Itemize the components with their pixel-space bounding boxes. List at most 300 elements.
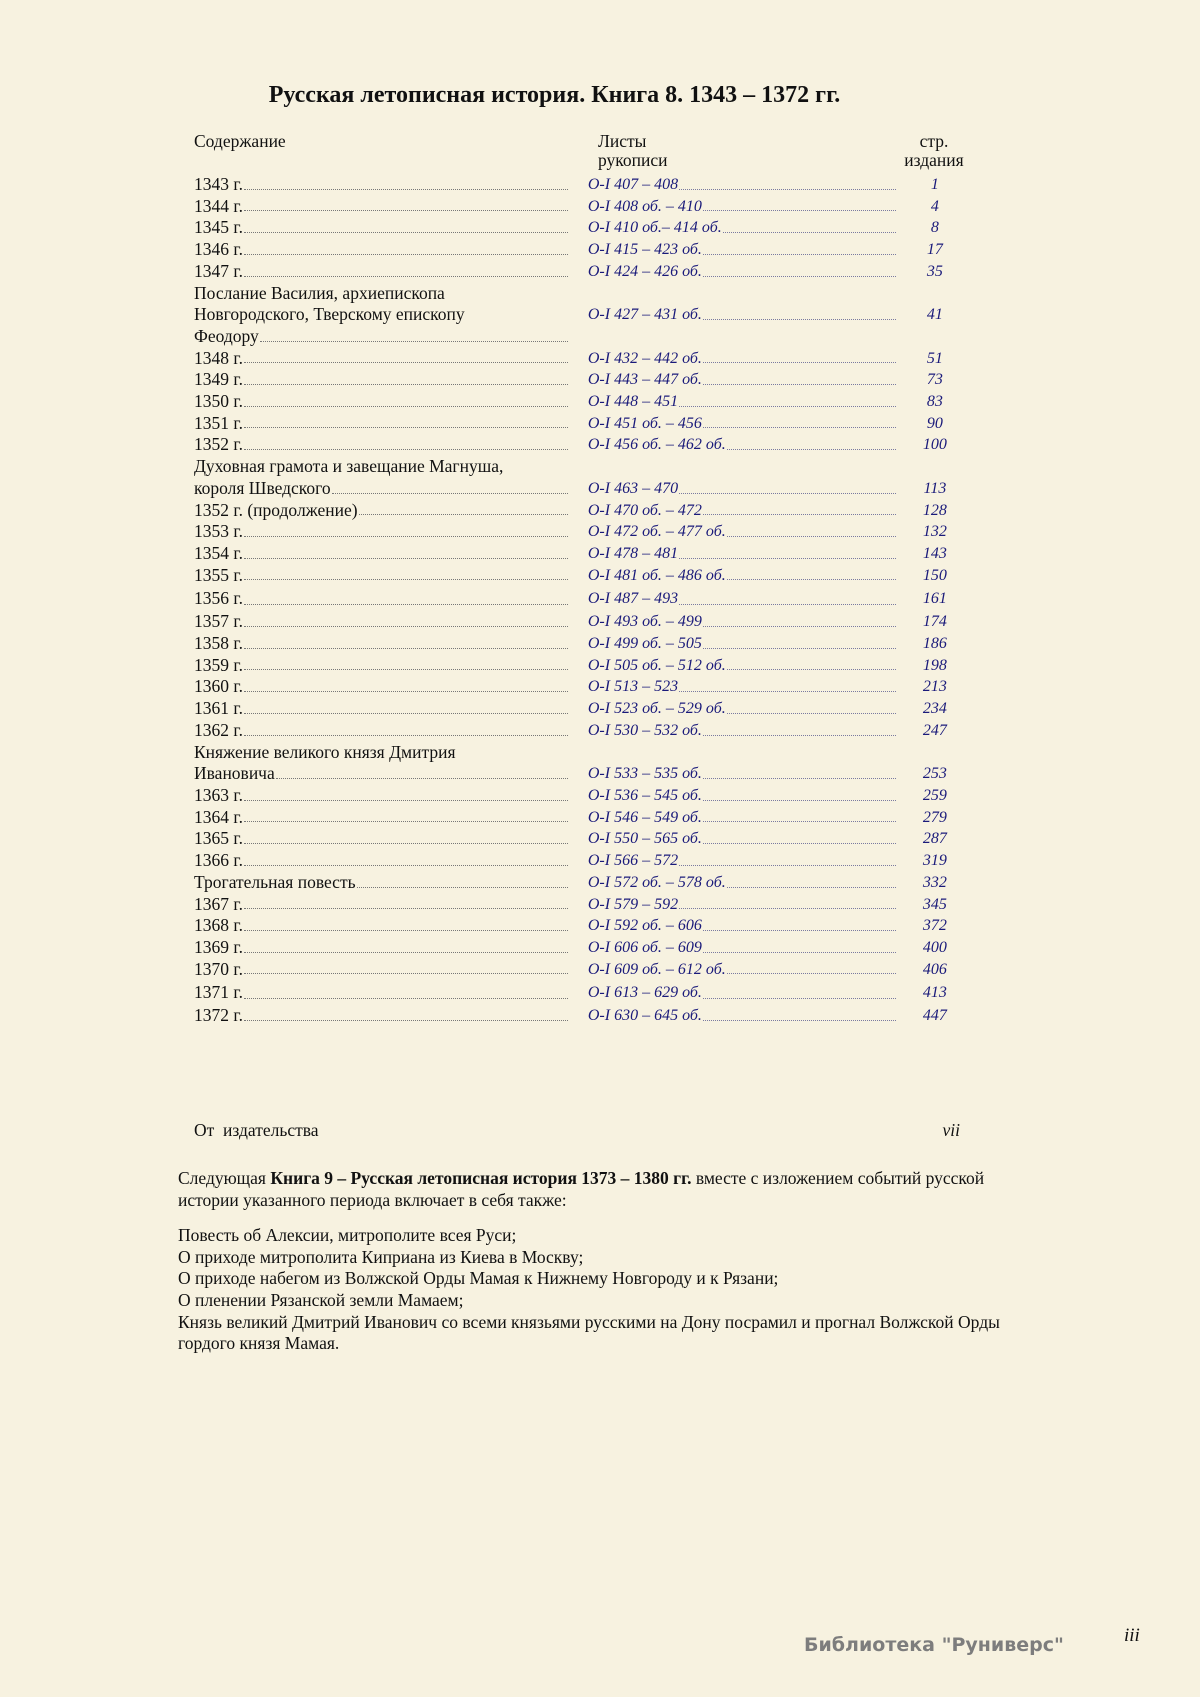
dot-leader (244, 611, 568, 627)
entry-title-line (194, 655, 568, 677)
dot-leader (727, 872, 896, 888)
folio-text: О-I 456 об. – 462 об. (587, 436, 726, 454)
entry-title-text: 1362 г. (194, 719, 243, 740)
next-book-item: Князь великий Дмитрий Иванович со всеми князьями русскими на Дону посрамил и прогнал Волжской Орды гордого князя Мамая. (178, 1311, 1000, 1354)
toc-entry[interactable] (194, 369, 970, 391)
entry-title (194, 894, 568, 916)
entry-title (194, 959, 568, 981)
dot-leader (244, 369, 568, 385)
entry-folio (588, 763, 900, 785)
dot-leader (244, 633, 568, 649)
folio-text: О-I 481 об. – 486 об. (587, 566, 726, 584)
dot-leader (244, 828, 568, 844)
entry-folio (588, 698, 900, 720)
dot-leader (703, 980, 896, 999)
entry-page: 186 (922, 635, 947, 653)
folio-text: О-I 572 об. – 578 об. (587, 873, 726, 891)
entry-title-line (194, 326, 568, 348)
dot-leader (703, 785, 896, 801)
folio-text: О-I 470 об. – 472 (587, 501, 702, 519)
entry-page: 73 (926, 371, 943, 389)
entry-title-line (194, 500, 568, 522)
toc-entry[interactable] (194, 720, 970, 742)
entry-title (194, 980, 568, 1005)
dot-leader (703, 937, 896, 953)
toc-entry[interactable] (194, 980, 970, 1005)
entry-title (194, 174, 568, 196)
entry-folio (588, 391, 900, 413)
dot-leader (276, 763, 569, 779)
entry-title-line (194, 565, 568, 587)
entry-title-line (194, 456, 568, 478)
dot-leader (703, 348, 896, 364)
toc-entry[interactable] (194, 434, 970, 456)
toc-entry[interactable] (194, 261, 970, 283)
dot-leader (723, 217, 896, 233)
dot-leader (357, 872, 569, 888)
toc-entry[interactable] (194, 196, 970, 218)
dot-leader (244, 720, 568, 736)
folio-text: О-I 407 – 408 (587, 176, 679, 193)
entry-page: 345 (922, 895, 947, 913)
entry-page: 213 (922, 678, 947, 696)
entry-title (194, 828, 568, 850)
entry-title-text: 1366 г. (194, 850, 243, 871)
entry-title-text: 1365 г. (194, 828, 243, 849)
entry-folio (588, 655, 900, 677)
toc-header (194, 132, 970, 170)
toc-entry[interactable] (194, 239, 970, 261)
entry-page: 143 (922, 544, 947, 562)
entry-folio (588, 586, 900, 611)
entry-page: 400 (922, 938, 947, 956)
entry-title-text: 1347 г. (194, 260, 243, 281)
entry-title-text: 1371 г. (194, 982, 243, 1003)
entry-title (194, 456, 568, 499)
entry-folio (588, 720, 900, 742)
entry-title-line (194, 828, 568, 850)
entry-title (194, 807, 568, 829)
entry-title-text: Духовная грамота и завещание Магнуша, (194, 456, 504, 477)
entry-page: 128 (922, 501, 947, 519)
entry-title (194, 1005, 568, 1027)
folio-text: О-I 536 – 545 об. (587, 786, 702, 804)
entry-title-line (194, 521, 568, 543)
folio-text: О-I 432 – 442 об. (587, 349, 702, 367)
entry-folio (588, 565, 900, 587)
folio-text: О-I 427 – 431 об. (587, 306, 702, 324)
toc-entry[interactable] (194, 698, 970, 720)
toc-entry[interactable] (194, 391, 970, 413)
entry-page: 198 (922, 656, 947, 674)
toc-entry[interactable] (194, 872, 970, 894)
entry-title (194, 633, 568, 655)
entry-title (194, 369, 568, 391)
entry-title-line (194, 959, 568, 981)
entry-title-line (194, 391, 568, 413)
entry-folio (588, 304, 900, 326)
dot-leader (727, 434, 896, 450)
entry-title-line (194, 217, 568, 239)
folio-text: О-I 415 – 423 об. (587, 241, 702, 259)
page-heading-line: стр. (919, 131, 949, 151)
dot-leader (679, 174, 896, 190)
entry-title (194, 217, 568, 239)
toc-entry[interactable] (194, 828, 970, 850)
entry-title-line (194, 586, 568, 611)
dot-leader (244, 894, 568, 910)
folio-text: О-I 579 – 592 (587, 895, 679, 913)
dot-leader (244, 391, 568, 407)
dot-leader (244, 543, 568, 559)
entry-title-line (194, 872, 568, 894)
dot-leader (703, 369, 896, 385)
folio-text: О-I 505 об. – 512 об. (587, 656, 726, 674)
entry-title-line (194, 937, 568, 959)
dot-leader (244, 959, 568, 975)
toc-entry[interactable] (194, 217, 970, 239)
entry-title-text: Трогательная повесть (194, 871, 356, 892)
dot-leader (359, 500, 569, 516)
folio-text: О-I 408 об. – 410 (587, 197, 702, 215)
entry-title-line (194, 196, 568, 218)
dot-leader (703, 261, 896, 277)
toc-entry[interactable] (194, 174, 970, 196)
entry-title-line (194, 413, 568, 435)
intro-text: вместе с изложением событий русской истории указанного периода включает в себя также: (178, 1168, 985, 1210)
entry-title-text: 1349 г. (194, 369, 243, 390)
entry-title-text: 1363 г. (194, 784, 243, 805)
entry-title-text: 1369 г. (194, 936, 243, 957)
folio-text: О-I 443 – 447 об. (587, 371, 702, 389)
entry-title-text: 1360 г. (194, 676, 243, 697)
dot-leader (703, 915, 896, 931)
entry-title-text: Княжение великого князя Дмитрия (194, 741, 456, 762)
toc-entry[interactable] (194, 500, 970, 522)
entry-title (194, 261, 568, 283)
entry-page: 90 (926, 414, 943, 432)
entry-page: 8 (930, 219, 939, 237)
library-watermark: Библиотека "Руниверс" (804, 1634, 1064, 1656)
entry-folio (588, 543, 900, 565)
entry-page: 83 (926, 393, 943, 411)
page-heading (898, 132, 970, 170)
next-book-intro (178, 1168, 1018, 1211)
entry-folio (588, 785, 900, 807)
folios-heading-line: Листы (598, 131, 647, 151)
entry-page: 51 (926, 349, 943, 367)
entry-page: 1 (930, 176, 939, 193)
dot-leader (727, 959, 896, 975)
entry-folio (588, 261, 900, 283)
next-book-title: Книга 9 – Русская летописная история 1373 – 1380 гг. (270, 1168, 692, 1188)
entry-page: 279 (922, 808, 947, 826)
entry-title-line (194, 676, 568, 698)
entry-folio (588, 980, 900, 1005)
folio-text: О-I 487 – 493 (587, 590, 679, 608)
entry-folio (588, 174, 900, 196)
entry-page: 372 (922, 917, 947, 935)
entry-title (194, 611, 568, 633)
next-book-items (178, 1225, 1018, 1355)
dot-leader (679, 676, 896, 692)
dot-leader (332, 478, 569, 494)
entry-page: 319 (922, 852, 947, 870)
intro-text: Следующая (178, 1168, 271, 1188)
toc-entry[interactable] (194, 633, 970, 655)
publisher-page: vii (942, 1120, 960, 1140)
entry-title-text: 1353 г. (194, 521, 243, 542)
folio-text: О-I 451 об. – 456 (587, 414, 702, 432)
entry-title-line (194, 611, 568, 633)
toc-entry[interactable] (194, 915, 970, 937)
next-book-item: О приходе митрополита Киприана из Киева в Москву; (178, 1246, 584, 1267)
entry-title-text: 1344 г. (194, 195, 243, 216)
folio-text: О-I 499 об. – 505 (587, 635, 702, 653)
toc-entry[interactable] (194, 283, 970, 348)
entry-title (194, 196, 568, 218)
entry-title-text: 1345 г. (194, 217, 243, 238)
contents-heading: Содержание (194, 131, 286, 151)
dot-leader (244, 586, 568, 605)
entry-page: 247 (922, 721, 947, 739)
toc-entry[interactable] (194, 521, 970, 543)
folio-text: О-I 546 – 549 об. (587, 808, 702, 826)
entry-title-text: Послание Василия, архиепископа (194, 282, 445, 303)
folio-text: О-I 410 об.– 414 об. (587, 219, 722, 237)
entry-folio (588, 959, 900, 981)
entry-title-line (194, 850, 568, 872)
dot-leader (244, 676, 568, 692)
entry-title (194, 785, 568, 807)
entry-title-line (194, 763, 568, 785)
entry-page: 35 (926, 262, 943, 280)
entry-title (194, 239, 568, 261)
folio-text: О-I 609 об. – 612 об. (587, 960, 726, 978)
toc-entry[interactable] (194, 543, 970, 565)
entry-page: 234 (922, 700, 947, 718)
publisher-entry[interactable] (194, 1120, 960, 1141)
dot-leader (727, 521, 896, 537)
folio-text: О-I 630 – 645 об. (587, 1007, 702, 1025)
entry-title-line (194, 742, 568, 764)
page-heading-line: издания (904, 150, 964, 170)
dot-leader (703, 611, 896, 627)
entry-title (194, 586, 568, 611)
toc-entry[interactable] (194, 807, 970, 829)
entry-title-text: 1343 г. (194, 174, 243, 194)
entry-page: 259 (922, 786, 947, 804)
entry-folio (588, 413, 900, 435)
folio-text: О-I 493 об. – 499 (587, 613, 702, 631)
entry-title-line (194, 894, 568, 916)
folio-text: О-I 472 об. – 477 об. (587, 523, 726, 541)
folio-text: О-I 533 – 535 об. (587, 765, 702, 783)
entry-title (194, 391, 568, 413)
toc-entries (194, 174, 970, 1027)
entry-title-text: 1346 г. (194, 239, 243, 260)
toc-entry[interactable] (194, 413, 970, 435)
folio-text: О-I 592 об. – 606 (587, 917, 702, 935)
entry-title (194, 698, 568, 720)
entry-folio (588, 611, 900, 633)
dot-leader (244, 413, 568, 429)
entry-title-line (194, 434, 568, 456)
entry-title (194, 543, 568, 565)
entry-title (194, 937, 568, 959)
folio-text: О-I 463 – 470 (587, 479, 679, 497)
dot-leader (679, 391, 896, 407)
entry-page: 17 (926, 241, 943, 259)
entry-page: 41 (926, 306, 943, 324)
folio-text: О-I 530 – 532 об. (587, 721, 702, 739)
dot-leader (244, 698, 568, 714)
toc-entry[interactable] (194, 676, 970, 698)
toc-entry[interactable] (194, 785, 970, 807)
entry-title-line (194, 543, 568, 565)
dot-leader (244, 785, 568, 801)
dot-leader (244, 565, 568, 581)
entry-title-text: 1356 г. (194, 588, 243, 609)
entry-title-line (194, 304, 568, 326)
toc-entry[interactable] (194, 959, 970, 981)
dot-leader (244, 217, 568, 233)
dot-leader (703, 413, 896, 429)
dot-leader (244, 434, 568, 450)
next-book-item: О приходе набегом из Волжской Орды Мамая к Нижнему Новгороду и к Рязани; (178, 1268, 779, 1289)
toc-entry[interactable] (194, 655, 970, 677)
dot-leader (244, 807, 568, 823)
dot-leader (727, 655, 896, 671)
entry-title-text: 1361 г. (194, 698, 243, 719)
entry-title-line (194, 348, 568, 370)
entry-title (194, 720, 568, 742)
entry-page: 161 (922, 590, 947, 608)
dot-leader (727, 565, 896, 581)
entry-page: 406 (922, 960, 947, 978)
toc-entry[interactable] (194, 937, 970, 959)
entry-page: 253 (922, 765, 947, 783)
entry-folio (588, 676, 900, 698)
entry-title-text: 1370 г. (194, 958, 243, 979)
entry-title-line (194, 1005, 568, 1027)
entry-page: 4 (930, 197, 939, 215)
entry-title (194, 500, 568, 522)
next-book-item: Повесть об Алексии, митрополите всея Руси; (178, 1225, 517, 1246)
entry-folio (588, 521, 900, 543)
entry-title-line (194, 478, 568, 500)
entry-title-text: 1350 г. (194, 391, 243, 412)
dot-leader (244, 174, 568, 190)
toc-entry[interactable] (194, 348, 970, 370)
entry-title-text: 1355 г. (194, 564, 243, 585)
entry-title (194, 676, 568, 698)
entry-title-text: 1372 г. (194, 1005, 243, 1026)
dot-leader (679, 894, 896, 910)
dot-leader (244, 850, 568, 866)
entry-title (194, 434, 568, 456)
entry-folio (588, 828, 900, 850)
entry-title-text: 1352 г. (194, 434, 243, 455)
entry-page: 113 (923, 479, 947, 497)
dot-leader (244, 521, 568, 537)
entry-folio (588, 633, 900, 655)
entry-title (194, 872, 568, 894)
dot-leader (703, 720, 896, 736)
toc-entry[interactable] (194, 742, 970, 785)
toc-entry[interactable] (194, 565, 970, 587)
entry-folio (588, 850, 900, 872)
entry-folio (588, 369, 900, 391)
table-of-contents (194, 132, 970, 1027)
dot-leader (679, 586, 896, 605)
entry-title (194, 348, 568, 370)
entry-title-line (194, 915, 568, 937)
folio-text: О-I 478 – 481 (587, 544, 679, 562)
entry-folio (588, 915, 900, 937)
entry-title-text: короля Шведского (194, 477, 331, 498)
toc-entry[interactable] (194, 1005, 970, 1027)
folios-heading-line: рукописи (598, 150, 668, 170)
page-number: iii (1124, 1625, 1140, 1646)
entry-folio (588, 1005, 900, 1027)
dot-leader (703, 633, 896, 649)
entry-title-line (194, 239, 568, 261)
entry-title-line (194, 633, 568, 655)
entry-folio (588, 500, 900, 522)
entry-title-line (194, 807, 568, 829)
folio-text: О-I 606 об. – 609 (587, 938, 702, 956)
entry-title (194, 413, 568, 435)
folio-text: О-I 448 – 451 (587, 393, 679, 411)
entry-title-text: 1351 г. (194, 412, 243, 433)
entry-title-text: 1354 г. (194, 542, 243, 563)
entry-folio (588, 872, 900, 894)
folio-text: О-I 550 – 565 об. (587, 830, 702, 848)
entry-folio (588, 239, 900, 261)
entry-title-text: Ивановича (194, 763, 275, 784)
folio-text: О-I 613 – 629 об. (587, 984, 702, 1002)
entry-page: 287 (922, 830, 947, 848)
entry-folio (588, 217, 900, 239)
dot-leader (244, 937, 568, 953)
entry-title-line (194, 785, 568, 807)
entry-title-line (194, 720, 568, 742)
entry-title-line (194, 283, 568, 305)
toc-entry[interactable] (194, 611, 970, 633)
entry-title-text: 1368 г. (194, 915, 243, 936)
dot-leader (244, 980, 568, 999)
entry-title (194, 850, 568, 872)
dot-leader (703, 500, 896, 516)
entry-page: 174 (922, 613, 947, 631)
entry-folio (588, 434, 900, 456)
entry-folio (588, 937, 900, 959)
entry-title (194, 655, 568, 677)
dot-leader (679, 850, 896, 866)
toc-entry[interactable] (194, 894, 970, 916)
entry-title-line (194, 980, 568, 1005)
toc-entry[interactable] (194, 850, 970, 872)
dot-leader (244, 1005, 568, 1021)
toc-entry[interactable] (194, 586, 970, 611)
toc-entry[interactable] (194, 456, 970, 499)
dot-leader (703, 1005, 896, 1021)
entry-folio (588, 348, 900, 370)
dot-leader (703, 196, 896, 212)
folio-text: О-I 513 – 523 (587, 678, 679, 696)
dot-leader (244, 348, 568, 364)
